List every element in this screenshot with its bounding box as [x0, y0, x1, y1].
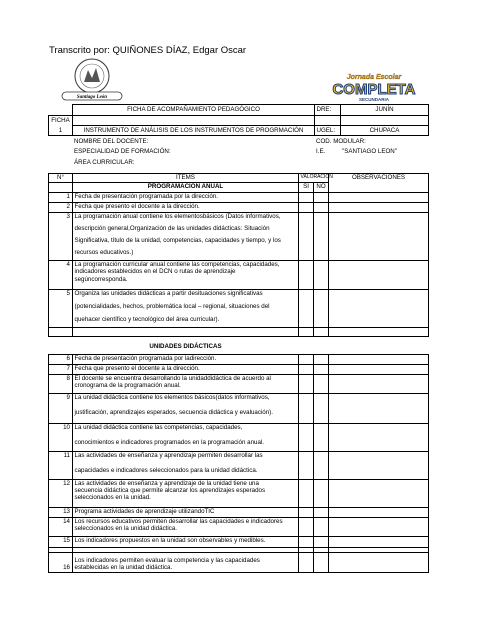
ie-label: I.E.	[316, 148, 326, 156]
no-cell[interactable]	[314, 203, 329, 213]
no-cell[interactable]	[314, 213, 329, 261]
obs-cell[interactable]	[329, 290, 429, 328]
instrument-title: INSTRUMENTO DE ANÁLISIS DE LOS INSTRUMENTOS DE PROGRMACIÓN	[73, 126, 315, 136]
table-row	[49, 507, 429, 517]
item-number: 11	[49, 451, 73, 479]
col-n-header: N°	[49, 174, 73, 183]
ie-value: "SANTIAGO LEON"	[342, 148, 397, 156]
table-row	[49, 552, 429, 572]
item-number: 12	[49, 479, 73, 507]
no-cell[interactable]	[314, 393, 329, 423]
logo-line3: SECUNDARIA	[358, 97, 390, 102]
item-text: La programación curricular anual contiene las competencias, capacidades, indicadores establecidos en el DCN o rutas de aprendizaje segúncorresponda.	[73, 261, 299, 290]
item-text: La unidad didáctica contiene los elementos básicos(datos informativos, justificación, aprendizajes esperados, secuencia didáctica y evaluación).	[73, 393, 299, 423]
table-row	[49, 261, 429, 290]
si-cell[interactable]	[299, 354, 314, 364]
si-cell[interactable]	[299, 393, 314, 423]
obs-cell[interactable]	[329, 536, 429, 547]
si-cell[interactable]	[299, 552, 314, 572]
table-row	[49, 374, 429, 393]
si-cell[interactable]	[299, 536, 314, 547]
form-header	[48, 104, 428, 168]
no-cell[interactable]	[314, 290, 329, 328]
si-cell[interactable]	[299, 479, 314, 507]
obs-cell[interactable]	[329, 374, 429, 393]
no-cell[interactable]	[314, 517, 329, 536]
logo-line2: COMPLETA	[332, 81, 416, 98]
no-cell[interactable]	[314, 451, 329, 479]
item-text: Fecha que presento el docente a la dirección.	[73, 364, 299, 374]
si-cell[interactable]	[299, 203, 314, 213]
transcriber-text: Transcrito por: QUIÑONES DÍAZ, Edgar Oscar	[49, 45, 247, 56]
ficha-number: 1	[49, 126, 73, 136]
item-number: 14	[49, 517, 73, 536]
obs-cell[interactable]	[329, 203, 429, 213]
table-row	[49, 203, 429, 213]
item-text: Los indicadores propuestos en la unidad son observables y medibles.	[73, 536, 299, 547]
obs-cell[interactable]	[329, 393, 429, 423]
item-text: Organiza las unidades didácticas a partir desituaciones significativas (potencialidades, hechos, problemática local – regional, situaciones del quehacer científico y tecnológico del área curricular).	[73, 290, 299, 328]
table-row	[49, 479, 429, 507]
obs-cell[interactable]	[329, 354, 429, 364]
item-number: 15	[49, 536, 73, 547]
table-row	[49, 423, 429, 451]
item-number: 1	[49, 193, 73, 203]
especialidad-label: ESPECIALIDAD DE FORMACIÓN:	[74, 148, 171, 156]
item-number: 5	[49, 290, 73, 328]
form-title: FICHA DE ACOMPAÑAMIENTO PEDAGÓGICO	[73, 105, 315, 116]
table-row	[49, 354, 429, 364]
table-row	[49, 517, 429, 536]
ugel-value: CHUPACA	[341, 126, 429, 136]
items-table-unidades	[48, 343, 428, 573]
obs-cell[interactable]	[329, 552, 429, 572]
si-cell[interactable]	[299, 193, 314, 203]
no-cell[interactable]	[314, 354, 329, 364]
si-cell[interactable]	[299, 451, 314, 479]
table-row	[49, 451, 429, 479]
docente-label: NOMBRE DEL DOCENTE:	[74, 137, 149, 145]
no-cell[interactable]	[314, 552, 329, 572]
obs-cell[interactable]	[329, 479, 429, 507]
item-text: Las actividades de enseñanza y aprendizaje de la unidad tiene una secuencia didáctica que permite alcanzar los aprendizajes esperados seleccionados en la unidad.	[73, 479, 299, 507]
no-cell[interactable]	[314, 364, 329, 374]
item-text: La programación anual contiene los elementosbásicos (Datos informativos, descripción general,Organización de las unidades didácticas: Situación Significativa, título de la unidad, competencias, capacidades y tiempo, y los recursos educativos.)	[73, 213, 299, 261]
si-cell[interactable]	[299, 364, 314, 374]
si-cell[interactable]	[299, 517, 314, 536]
seal-name-text: Santiago León	[76, 95, 108, 100]
col-items-header: ÍTEMS	[73, 174, 299, 183]
no-cell[interactable]	[314, 507, 329, 517]
si-cell[interactable]	[299, 290, 314, 328]
item-number: 6	[49, 354, 73, 364]
jornada-completa-logo	[332, 70, 416, 104]
table-row	[49, 393, 429, 423]
table-row	[49, 536, 429, 547]
si-header: SI	[299, 183, 314, 193]
item-text: Los recursos educativos permiten desarrollar las capacidades e indicadores seleccionados en la unidad didáctica.	[73, 517, 299, 536]
table-row	[49, 193, 429, 203]
si-cell[interactable]	[299, 507, 314, 517]
item-number: 13	[49, 507, 73, 517]
col-obs-header: OBSERVACIONES	[329, 174, 429, 193]
section-programacion-anual: PROGRAMACIÓN ANUAL	[73, 183, 299, 193]
si-cell[interactable]	[299, 374, 314, 393]
item-number: 9	[49, 393, 73, 423]
no-header: NO	[314, 183, 329, 193]
table-row	[49, 364, 429, 374]
si-cell[interactable]	[299, 261, 314, 290]
item-number: 16	[49, 552, 73, 572]
item-text: Programa actividades de aprendizaje utilizandoTIC	[73, 507, 299, 517]
obs-cell[interactable]	[329, 507, 429, 517]
table-row	[49, 213, 429, 261]
col-valoracion-header: VALORACIÓN	[299, 174, 329, 183]
no-cell[interactable]	[314, 536, 329, 547]
item-text: La unidad didáctica contiene las competencias, capacidades, conocimientos e indicadores programados en la programación anual.	[73, 423, 299, 451]
no-cell[interactable]	[314, 479, 329, 507]
obs-cell[interactable]	[329, 193, 429, 203]
modular-label: COD. MODULAR:	[316, 137, 366, 145]
table-row	[49, 290, 429, 328]
no-cell[interactable]	[314, 193, 329, 203]
item-number: 7	[49, 364, 73, 374]
item-number: 4	[49, 261, 73, 290]
item-text: Fecha que presento el docente a la dirección.	[73, 203, 299, 213]
section-unidades-didacticas: UNIDADES DIDÁCTICAS	[73, 343, 299, 354]
item-number: 8	[49, 374, 73, 393]
items-table-anual	[48, 173, 428, 337]
dre-label: DRE:	[315, 105, 341, 116]
ficha-label: FICHA	[49, 116, 73, 126]
si-cell[interactable]	[299, 213, 314, 261]
obs-cell[interactable]	[329, 517, 429, 536]
item-number: 10	[49, 423, 73, 451]
obs-cell[interactable]	[329, 213, 429, 261]
obs-cell[interactable]	[329, 364, 429, 374]
item-text: Las actividades de enseñanza y aprendizaje permiten desarrollar las capacidades e indicadores seleccionados para la unidad didáctica.	[73, 451, 299, 479]
school-seal-logo	[56, 56, 128, 106]
si-cell[interactable]	[299, 423, 314, 451]
logo-line1: Jornada Escolar	[346, 74, 402, 81]
item-number: 3	[49, 213, 73, 261]
item-text: Fecha de presentación programada por la dirección.	[73, 193, 299, 203]
item-number: 2	[49, 203, 73, 213]
obs-cell[interactable]	[329, 261, 429, 290]
item-text: Los indicadores permiten evaluar la competencia y las capacidades establecidas en la unidad didáctica.	[73, 552, 299, 572]
table-row-empty	[49, 328, 429, 337]
dre-value: JUNÍN	[341, 105, 429, 116]
area-label: ÁREA CURRICULAR:	[74, 158, 135, 166]
ugel-label: UGEL:	[315, 126, 341, 136]
item-text: Fecha de presentación programada por ladirección.	[73, 354, 299, 364]
obs-cell[interactable]	[329, 423, 429, 451]
no-cell[interactable]	[314, 423, 329, 451]
no-cell[interactable]	[314, 261, 329, 290]
item-text: El docente se encuentra desarrollando la unidaddidáctica de acuerdo al cronograma de la programación anual.	[73, 374, 299, 393]
obs-cell[interactable]	[329, 451, 429, 479]
no-cell[interactable]	[314, 374, 329, 393]
